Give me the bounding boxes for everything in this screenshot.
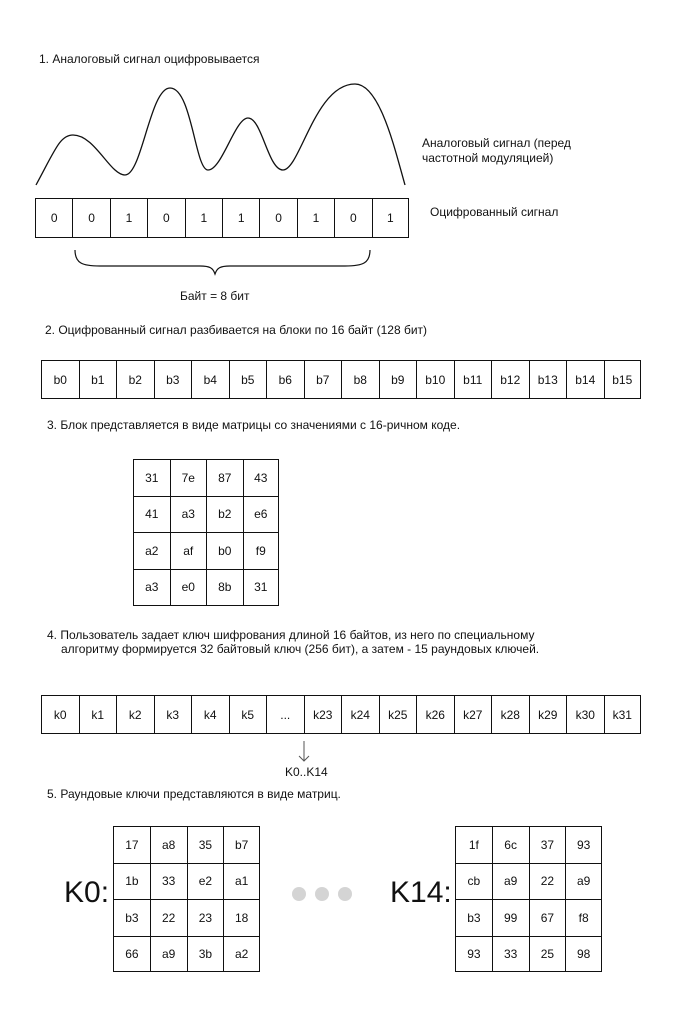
- k0-matrix: [113, 826, 260, 972]
- matrix-cell: a3: [170, 496, 208, 534]
- k14-cell: 93: [455, 936, 493, 973]
- matrix-cell: af: [170, 532, 208, 570]
- bit-cell: 1: [110, 198, 148, 238]
- block-cell: b2: [116, 360, 155, 399]
- block-cell: b8: [341, 360, 380, 399]
- k14-cell: 6c: [492, 826, 530, 864]
- k14-cell: 99: [492, 899, 530, 937]
- block-cell: b12: [491, 360, 530, 399]
- bit-cell: 1: [222, 198, 260, 238]
- k0-cell: 1b: [113, 863, 151, 901]
- byte-label: Байт = 8 бит: [180, 289, 250, 303]
- key-cell: k27: [454, 695, 493, 734]
- matrix-cell: a2: [133, 532, 171, 570]
- key-cell: k5: [229, 695, 268, 734]
- ellipsis-dot: [292, 887, 306, 901]
- step3-title: 3. Блок представляется в виде матрицы со значениями с 16-ричном коде.: [47, 418, 461, 432]
- block-cell: b11: [454, 360, 493, 399]
- key-cell: k29: [529, 695, 568, 734]
- k14-cell: f8: [565, 899, 602, 937]
- key-cell: k2: [116, 695, 155, 734]
- k14-cell: 1f: [455, 826, 493, 864]
- k0-cell: a9: [150, 936, 188, 973]
- k14-label: K14:: [390, 876, 452, 909]
- matrix-cell: f9: [243, 532, 280, 570]
- matrix-cell: a3: [133, 569, 171, 607]
- block-cell: b5: [229, 360, 268, 399]
- k14-cell: 93: [565, 826, 602, 864]
- round-keys-label: K0..K14: [285, 765, 328, 779]
- k0-cell: 17: [113, 826, 151, 864]
- step1-title: 1. Аналоговый сигнал оцифровывается: [39, 52, 260, 66]
- block-cell: b4: [191, 360, 230, 399]
- k0-cell: 18: [223, 899, 260, 937]
- k0-cell: a1: [223, 863, 260, 901]
- k14-cell: 33: [492, 936, 530, 973]
- digital-signal-label: Оцифрованный сигнал: [430, 205, 559, 219]
- bit-cell: 0: [72, 198, 110, 238]
- bit-cell: 0: [147, 198, 185, 238]
- matrix-cell: 7e: [170, 459, 208, 497]
- k14-cell: b3: [455, 899, 493, 937]
- k0-cell: 23: [187, 899, 225, 937]
- matrix-cell: e6: [243, 496, 280, 534]
- byte-brace: [70, 248, 380, 276]
- block-cell: b6: [266, 360, 305, 399]
- matrix-cell: e0: [170, 569, 208, 607]
- k0-cell: a2: [223, 936, 260, 973]
- key-row: [41, 695, 641, 734]
- block-cell: b0: [41, 360, 80, 399]
- k0-cell: 66: [113, 936, 151, 973]
- matrix-cell: 41: [133, 496, 171, 534]
- step5-title: 5. Раундовые ключи представляются в виде матриц.: [47, 787, 341, 801]
- k14-cell: 25: [529, 936, 567, 973]
- ellipsis-dot: [338, 887, 352, 901]
- block-cell: b14: [566, 360, 605, 399]
- analog-signal-label: Аналоговый сигнал (перед частотной модуляцией): [422, 136, 571, 165]
- matrix-cell: 31: [133, 459, 171, 497]
- k0-cell: b7: [223, 826, 260, 864]
- matrix-cell: b2: [206, 496, 244, 534]
- k0-cell: 33: [150, 863, 188, 901]
- block-cell: b1: [79, 360, 118, 399]
- matrix-cell: 8b: [206, 569, 244, 607]
- block-matrix: [133, 459, 279, 606]
- block-cell: b7: [304, 360, 343, 399]
- k0-cell: 22: [150, 899, 188, 937]
- key-cell: k25: [379, 695, 418, 734]
- block-row: [41, 360, 641, 399]
- k14-cell: 98: [565, 936, 602, 973]
- key-cell: k1: [79, 695, 118, 734]
- key-cell: k30: [566, 695, 605, 734]
- k14-cell: a9: [565, 863, 602, 901]
- bit-cell: 1: [185, 198, 223, 238]
- matrix-cell: 43: [243, 459, 280, 497]
- block-cell: b13: [529, 360, 568, 399]
- k0-cell: 3b: [187, 936, 225, 973]
- k14-cell: cb: [455, 863, 493, 901]
- block-cell: b9: [379, 360, 418, 399]
- k14-cell: 67: [529, 899, 567, 937]
- matrix-cell: b0: [206, 532, 244, 570]
- matrix-cell: 31: [243, 569, 280, 607]
- step4-title-line1: 4. Пользователь задает ключ шифрования длиной 16 байтов, из него по специальному: [47, 628, 535, 642]
- key-cell: k0: [41, 695, 80, 734]
- k14-cell: 22: [529, 863, 567, 901]
- bit-cell: 0: [334, 198, 372, 238]
- k0-label: K0:: [64, 876, 110, 909]
- k0-cell: a8: [150, 826, 188, 864]
- k14-cell: a9: [492, 863, 530, 901]
- key-cell: k3: [154, 695, 193, 734]
- k0-cell: e2: [187, 863, 225, 901]
- bit-cell: 1: [297, 198, 335, 238]
- key-cell: ...: [266, 695, 305, 734]
- bit-cell: 0: [35, 198, 73, 238]
- bit-cell: 1: [372, 198, 409, 238]
- step4-title-line2: алгоритму формируется 32 байтовый ключ (256 бит), а затем - 15 раундовых ключей.: [61, 642, 540, 656]
- bit-row: [35, 198, 409, 238]
- key-cell: k31: [604, 695, 642, 734]
- block-cell: b15: [604, 360, 642, 399]
- matrix-cell: 87: [206, 459, 244, 497]
- k0-cell: b3: [113, 899, 151, 937]
- arrow-down-icon: [296, 740, 312, 764]
- key-cell: k4: [191, 695, 230, 734]
- ellipsis-dot: [315, 887, 329, 901]
- block-cell: b3: [154, 360, 193, 399]
- step2-title: 2. Оцифрованный сигнал разбивается на блоки по 16 байт (128 бит): [45, 323, 428, 337]
- block-cell: b10: [416, 360, 455, 399]
- k0-cell: 35: [187, 826, 225, 864]
- k14-matrix: [455, 826, 602, 972]
- key-cell: k23: [304, 695, 343, 734]
- key-cell: k28: [491, 695, 530, 734]
- key-cell: k24: [341, 695, 380, 734]
- k14-cell: 37: [529, 826, 567, 864]
- bit-cell: 0: [259, 198, 297, 238]
- key-cell: k26: [416, 695, 455, 734]
